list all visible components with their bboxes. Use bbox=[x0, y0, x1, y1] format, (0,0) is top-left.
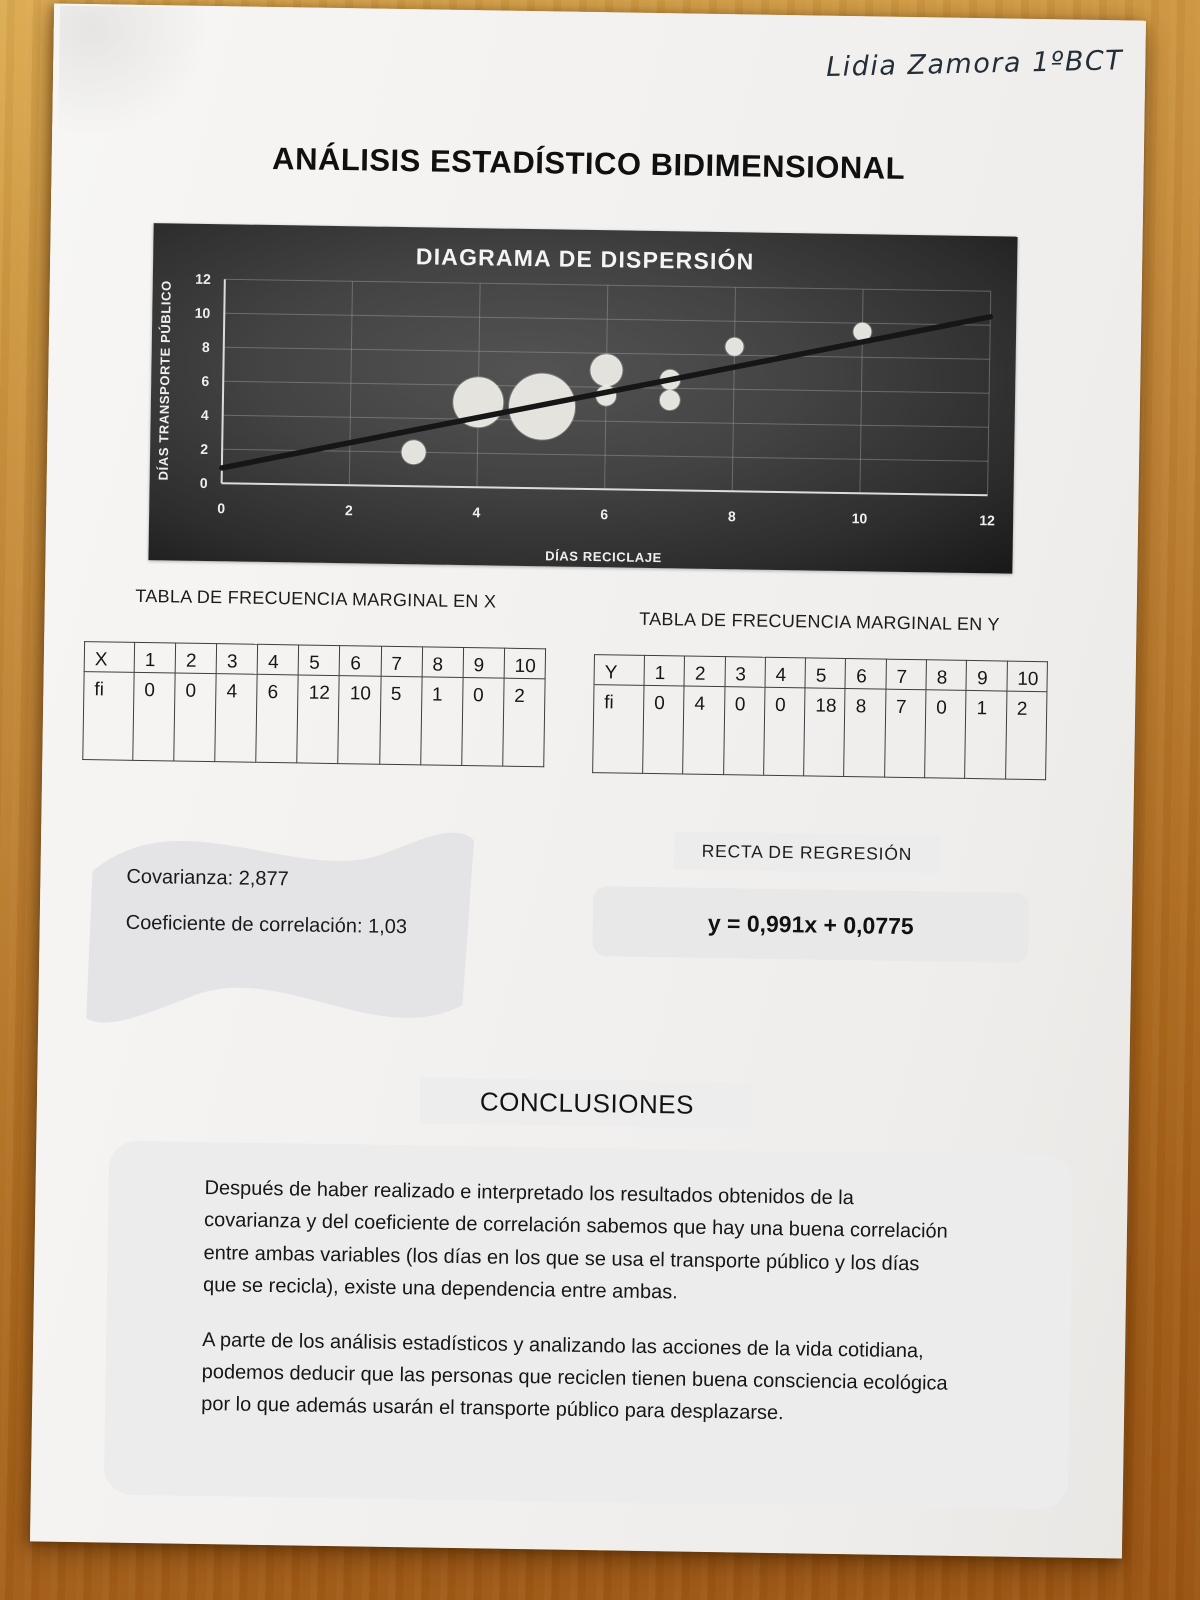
y-tick-label: 6 bbox=[201, 372, 210, 390]
table-cell: 4 bbox=[215, 674, 257, 763]
y-tick-label: 10 bbox=[194, 304, 211, 322]
freq-table-y bbox=[592, 654, 1048, 780]
regression-title: RECTA DE REGRESIÓN bbox=[701, 840, 913, 865]
x-tick-label: 6 bbox=[600, 506, 609, 523]
data-bubble bbox=[401, 440, 425, 464]
table-cell: Y bbox=[594, 655, 644, 686]
table-x-title: TABLA DE FRECUENCIA MARGINAL EN X bbox=[135, 585, 497, 612]
data-bubble bbox=[725, 338, 743, 356]
x-tick-label: 10 bbox=[851, 510, 868, 527]
regression-equation: y = 0,991x + 0,0775 bbox=[707, 909, 914, 940]
table-cell: 0 bbox=[133, 672, 175, 761]
table-cell: 0 bbox=[925, 690, 967, 779]
x-tick-label: 0 bbox=[217, 500, 226, 517]
table-cell: 3 bbox=[725, 657, 766, 688]
table-cell: 12 bbox=[297, 675, 339, 764]
y-tick-label: 2 bbox=[200, 440, 209, 457]
table-cell: 1 bbox=[134, 642, 176, 673]
table-cell: 6 bbox=[340, 646, 382, 677]
conclusions-panel bbox=[104, 1141, 1073, 1510]
table-cell: 6 bbox=[845, 659, 886, 690]
table-cell: 1 bbox=[644, 655, 685, 686]
x-tick-label: 8 bbox=[727, 508, 736, 525]
regression-title-band bbox=[674, 831, 941, 873]
table-cell: 4 bbox=[257, 644, 299, 675]
scatter-plot-svg bbox=[148, 268, 1016, 574]
table-cell: 9 bbox=[463, 648, 505, 679]
freq-table-x bbox=[82, 641, 546, 767]
x-tick-label: 12 bbox=[979, 512, 996, 529]
conclusions-title-band bbox=[420, 1077, 755, 1128]
table-cell: X bbox=[84, 642, 134, 673]
y-tick-label: 12 bbox=[195, 270, 211, 288]
x-tick-label: 2 bbox=[344, 502, 353, 519]
y-tick-label: 8 bbox=[201, 338, 210, 356]
table-y-title: TABLA DE FRECUENCIA MARGINAL EN Y bbox=[639, 608, 1000, 635]
table-cell: 9 bbox=[966, 660, 1007, 691]
covariance-text: Covarianza: 2,877 bbox=[126, 865, 289, 891]
regression-trendline bbox=[222, 305, 990, 480]
conclusions-paragraph-2: A parte de los análisis estadísticos y analizando las acciones de la vida cotidiana, podemos deducir que las personas que reciclen tienen buena consciencia ecológica por lo que además usarán el transporte público para desplazarse. bbox=[200, 1328, 948, 1425]
table-cell: fi bbox=[593, 685, 644, 774]
table-cell: 0 bbox=[461, 678, 503, 767]
correlation-text: Coeficiente de correlación: 1,03 bbox=[125, 911, 408, 939]
conclusions-title: CONCLUSIONES bbox=[479, 1086, 695, 1120]
table-cell: 0 bbox=[174, 673, 216, 762]
table-cell: 0 bbox=[723, 687, 765, 776]
handwritten-name: Lidia Zamora 1ºBCT bbox=[825, 45, 1124, 83]
table-row bbox=[593, 685, 1047, 780]
covariance-banner bbox=[78, 789, 482, 1043]
scatter-chart bbox=[148, 223, 1017, 574]
table-cell: 8 bbox=[422, 647, 464, 678]
data-bubble bbox=[590, 354, 622, 386]
y-tick-label: 0 bbox=[199, 474, 208, 491]
paper-sheet bbox=[30, 4, 1146, 1559]
table-row bbox=[83, 672, 545, 767]
chart-title: DIAGRAMA DE DISPERSIÓN bbox=[415, 243, 755, 275]
table-cell: 0 bbox=[643, 685, 685, 774]
table-cell: 5 bbox=[379, 676, 421, 765]
table-cell: fi bbox=[83, 672, 134, 761]
table-cell: 4 bbox=[765, 657, 806, 688]
table-cell: 2 bbox=[175, 643, 217, 674]
regression-equation-box bbox=[592, 886, 1029, 963]
table-cell: 1 bbox=[420, 677, 462, 766]
table-cell: 8 bbox=[926, 660, 967, 691]
data-bubble bbox=[660, 390, 680, 410]
table-cell: 4 bbox=[683, 686, 725, 775]
table-cell: 5 bbox=[805, 658, 846, 689]
table-cell: 18 bbox=[804, 688, 846, 777]
conclusions-paragraph-1: Después de haber realizado e interpretado los resultados obtenidos de la covarianza y del coeficiente de correlación sabemos que hay una buena correlación entre ambas variables (los días en los que se usa el transporte público y los días que se recicla), existe una dependencia entre ambas. bbox=[202, 1177, 948, 1304]
table-cell: 3 bbox=[216, 644, 258, 675]
x-tick-label: 4 bbox=[472, 504, 481, 521]
y-tick-label: 4 bbox=[200, 406, 209, 423]
table-cell: 1 bbox=[965, 690, 1007, 779]
table-cell: 10 bbox=[1007, 661, 1048, 692]
table-cell: 10 bbox=[504, 648, 546, 679]
y-axis-label: DÍAS TRANSPORTE PÚBLICO bbox=[155, 280, 174, 481]
table-cell: 5 bbox=[299, 645, 341, 676]
table-cell: 2 bbox=[684, 656, 725, 687]
x-axis-label: DÍAS RECICLAJE bbox=[545, 548, 663, 566]
table-cell: 2 bbox=[503, 678, 546, 767]
document-title: ANÁLISIS ESTADÍSTICO BIDIMENSIONAL bbox=[271, 140, 906, 186]
table-cell: 7 bbox=[886, 659, 927, 690]
table-cell: 6 bbox=[256, 674, 298, 763]
table-cell: 2 bbox=[1005, 691, 1047, 780]
table-cell: 7 bbox=[884, 689, 926, 778]
table-cell: 0 bbox=[764, 687, 806, 776]
table-cell: 10 bbox=[338, 676, 380, 765]
table-cell: 8 bbox=[844, 689, 886, 778]
table-cell: 7 bbox=[381, 646, 423, 677]
